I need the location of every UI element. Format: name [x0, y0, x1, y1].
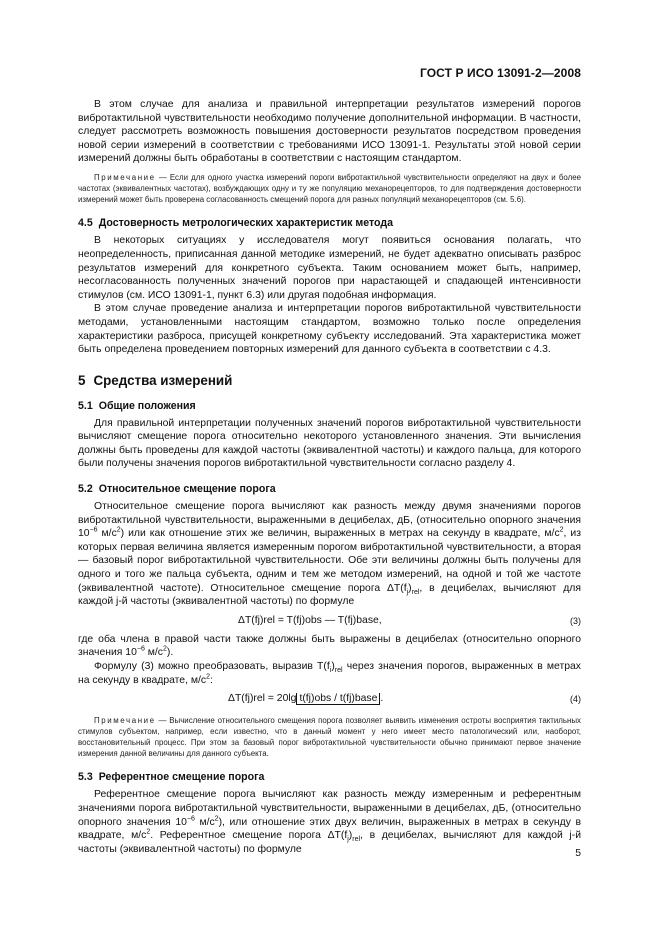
section-number: 4.5: [78, 217, 93, 230]
note-text: — Если для одного участка измерений пороги вибротактильной чувствительности определяют на двух и более частотах (эквивалентных частотах), возбуждающих одну и ту же популяцию механорецепторов, то для подтверждения достоверности измерений может быть проверена согласованность смещений порога для разных популяций механорецепторов (см. 5.6).: [78, 172, 581, 204]
section-number: 5.1: [78, 399, 93, 412]
note-2: [78, 716, 581, 759]
paragraph-5-2-c: Формулу (3) можно преобразовать, выразив $T(f_i)_{rel}$ через значения порогов, выраженных в метрах на секунду в квадрате, $м/с^2$:: [78, 661, 581, 686]
section-4-5-heading: [78, 217, 581, 229]
paragraph-5-1: Для правильной интерпретации полученных значений порогов вибротактильной чувствительности вычисляют смещение порога относительно некоторого установленного значения. Эти вычисления должны быть проведены для каждой частоты (эквивалентной частоты) и каждого пальца, для которого были получены значения порогов вибротактильной чувствительности согласно разделу 4.: [78, 417, 581, 470]
paragraph-4-5-a: В некоторых ситуациях у исследователя могут появиться основания полагать, что неопределенность, приписанная данной методике измерений, не будет адекватно описывать разброс результатов измерений для конкретного субъекта. Таким основанием может быть, например, несогласованность полученных значений порогов при нарастающей и спадающей интенсивности стимулов (см. ИСО 13091-1, пункт 6.3) или другая подобная информация.: [78, 235, 581, 301]
note-text: — Вычисление относительного смещения порога позволяет выявить изменения остроты восприятия тактильных стимулов субъектом, например, если известно, что в данный момент у него имеет место патологический или, наоборот, восстановительный процесс. При этом за базовый порог вибротактильной чувствительности обычно принимают первое значение измерения данной величины для данного субъекта.: [78, 716, 581, 758]
equation-3-number: (3): [570, 615, 581, 626]
section-title: Относительное смещение порога: [98, 483, 276, 496]
paragraph-5-2-b: где оба члена в правой части также должны быть выражены в децибелах (относительно опорного значения $10^{-6}$ $м/с^2$).: [78, 633, 581, 659]
equation-4: [78, 689, 581, 709]
section-title: Референтное смещение порога: [98, 771, 265, 784]
equation-3-formula: ΔT(fj)rel = T(fj)obs — T(fj)base,: [238, 614, 382, 626]
section-title: Достоверность метрологических характеристик метода: [98, 217, 393, 230]
paragraph-5-2-a: Относительное смещение порога вычисляют как разность между двумя значениями порогов вибротактильной чувствительности, выраженными в децибелах, дБ, (относительно опорного значения $10^{-6}$ $м/с^2$) или как отношение этих же величин, выраженных в метрах на секунду в квадрате, $м/с^2$, из которых первая величина является измеренным порогом вибротактильной чувствительности, а вторая — базовый порог вибротактильной чувствительности. Обе эти величины должны быть получены для одного и того же пальца субъекта, одним и тем же методом измерений, на одной и той же частоте (эквивалентной частоте). Относительное смещение порога $\Delta T(f_j)_{rel}$, в децибелах, вычисляют для каждой j-й частоты (эквивалентной частоты) по формуле: [78, 501, 581, 608]
paragraph-intro: В этом случае для анализа и правильной интерпретации результатов измерений порогов вибротактильной чувствительности необходимо получение дополнительной информации. В частности, следует рассмотреть возможность повышения достоверности результатов посредством проведения новой серии измерений в соответствии с требованиями ИСО 13091-1. Результаты этой новой серии измерений должны быть обработаны в соответствии с настоящим стандартом.: [78, 99, 581, 165]
equation-4-formula: ΔT(fj)rel = 20lg t(fj)obs / t(fj)base .: [228, 693, 384, 705]
standard-header: ГОСТ Р ИСО 13091-2—2008: [419, 66, 581, 80]
note-label: Примечание: [94, 172, 156, 182]
note-label: Примечание: [94, 716, 156, 726]
content-flow: [78, 98, 581, 856]
note-1: [78, 173, 581, 205]
section-5-2-heading: [78, 483, 581, 495]
page-number: 5: [575, 848, 581, 859]
section-number: 5.3: [78, 771, 93, 784]
equation-3: [78, 611, 581, 631]
section-number: 5.2: [78, 483, 93, 496]
section-5-1-heading: [78, 400, 581, 412]
section-5-heading: [78, 373, 581, 388]
section-number: 5: [78, 372, 86, 388]
paragraph-5-3: Референтное смещение порога вычисляют как разность между измеренным и референтным значениями порога вибротактильной чувствительности, выраженными в децибелах, дБ, (относительно опорного значения $10^{-6}$ $м/с^2$), или отношение этих двух величин, выраженных в метрах в секунду в квадрате, $м/с^2$. Референтное смещение порога $\Delta T(f_j)_{rel}$, в децибелах, вычисляют для каждой j-й частоты (эквивалентной частоты) по формуле: [78, 789, 582, 855]
section-title: Общие положения: [98, 399, 196, 412]
section-5-3-heading: [78, 771, 581, 783]
paragraph-4-5-b: В этом случае проведение анализа и интерпретации порогов вибротактильной чувствительности методами, установленными настоящим стандартом, возможно только после определения характеристики разброса, присущей конкретному субъекту исследований. Эта характеристика может быть определена проведением повторных измерений для данного субъекта в соответствии с 4.3.: [78, 303, 581, 356]
equation-4-number: (4): [570, 694, 581, 705]
section-title: Средства измерений: [93, 372, 233, 388]
